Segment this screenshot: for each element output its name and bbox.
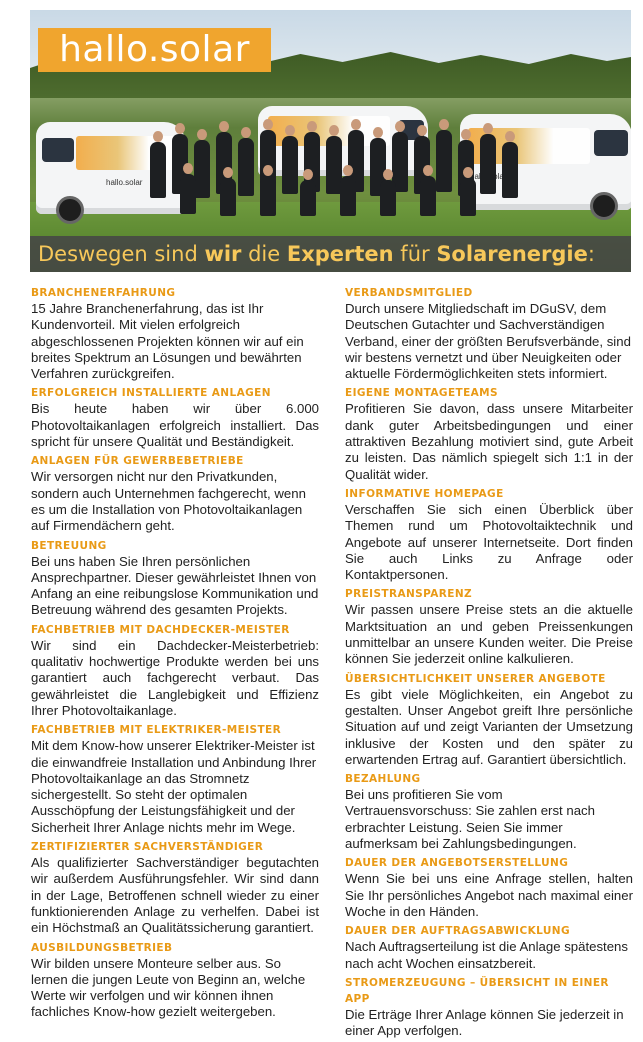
section-text: Durch unsere Mitgliedschaft im DGuSV, dem Deutschen Gutachter und Sachverständigen Verband, einer der größten Berufsverbände, sind wir bestens vernetzt und über Neuigkeiten oder aktuelle Fördermöglichkeiten stets informiert.	[345, 301, 631, 382]
section-title: ANLAGEN FÜR GEWERBEBETRIEBE	[31, 455, 244, 468]
section-sachverstaendiger	[31, 839, 319, 936]
section-title: PREISTRANSPARENZ	[345, 588, 473, 601]
section-title: DAUER DER AUFTRAGSABWICKLUNG	[345, 925, 570, 938]
section-title: BEZAHLUNG	[345, 773, 421, 786]
headline-emphasis: Solarenergie	[436, 242, 588, 266]
section-text: Profitieren Sie davon, dass unsere Mitarbeiter dank guter Arbeitsbedingungen und einer attraktiven Bezahlung motiviert sind, gute Arbeit zu leisten. Das nämlich spiegelt sich 1:1 in der Qualität wider.	[345, 401, 633, 482]
person	[436, 130, 452, 192]
section-title: FACHBETRIEB MIT ELEKTRIKER-MEISTER	[31, 724, 282, 737]
section-ausbildungsbetrieb	[31, 940, 319, 1021]
headline-emphasis: wir	[204, 242, 242, 266]
section-title: BRANCHENERFAHRUNG	[31, 287, 176, 299]
person	[238, 138, 254, 196]
section-text: Nach Auftragserteilung ist die Anlage spätestens nach acht Wochen einsatzbereit.	[345, 939, 628, 971]
left-column	[31, 285, 319, 1024]
person	[282, 136, 298, 194]
person	[460, 178, 476, 216]
hero-photo	[30, 10, 631, 272]
person	[380, 180, 396, 216]
van-wheel	[590, 192, 618, 220]
van-window	[594, 130, 628, 156]
section-title: DAUER DER ANGEBOTSERSTELLUNG	[345, 857, 569, 870]
person	[420, 176, 436, 216]
section-title: INFORMATIVE HOMEPAGE	[345, 487, 504, 500]
section-text: Wenn Sie bei uns eine Anfrage stellen, halten Sie Ihr persönliches Angebot nach maximal einer Woche in den Händen.	[345, 871, 633, 919]
section-bezahlung	[345, 771, 633, 852]
headline-part: für	[393, 242, 437, 266]
section-auftragsabwicklung	[345, 923, 633, 972]
section-text: Wir passen unsere Preise stets an die aktuelle Marktsituation an und geben Preissenkungen unmittelbar an unsere Kunden weiter. Die Preise können Sie jederzeit online kalkulieren.	[345, 602, 633, 667]
person	[480, 134, 496, 194]
section-text: Die Erträge Ihrer Anlage können Sie jederzeit in einer App verfolgen.	[345, 1006, 624, 1039]
headline-part: :	[587, 242, 595, 266]
section-title: BETREUUNG	[31, 539, 107, 552]
section-angebotserstellung	[345, 855, 633, 920]
section-text: Wir versorgen nicht nur den Privatkunden, sondern auch Unternehmen fachgerecht, wenn es um die Installation von Photovoltaikanlagen auf Firmendächern geht.	[31, 469, 306, 534]
headline-part: Deswegen sind	[38, 242, 205, 266]
section-uebersichtlichkeit	[345, 671, 633, 768]
section-text: Bis heute haben wir über 6.000 Photovoltaikanlagen erfolgreich installiert. Das spricht für unsere Qualität und Beständigkeit.	[31, 401, 319, 450]
section-text: Bei uns profitieren Sie vom Vertrauensvorschuss: Sie zahlen erst nach erbrachter Leistung. Seien Sie immer aufmerksam bei Zahlungsbedingungen.	[345, 787, 595, 852]
headline-banner	[30, 236, 631, 272]
section-text: Mit dem Know-how unserer Elektriker-Meister ist die einwandfreie Installation und Anbindung Ihrer Photovoltaikanlage an das Stromnetz sichergestellt. So steht der optimalen Ausschöpfung der Leistungsfähigkeit und der Sicherheit Ihrer Anlage nichts mehr im Wege.	[31, 738, 317, 835]
section-text: Es gibt viele Möglichkeiten, ein Angebot zu gestalten. Unser Angebot greift Ihre persönliche Situation auf und zeigt Varianten der Umsetzung inklusive der Kosten und den später zu erwartenden Ertrag auf. Garantiert übersichtlich.	[345, 686, 633, 767]
section-homepage	[345, 486, 633, 583]
section-text: Verschaffen Sie sich einen Überblick über Themen rund um Photovoltaiktechnik und Angebote auf unserer Internetseite. Dort finden Sie auch Links zu Anfrage oder Kontaktpersonen.	[345, 501, 633, 583]
section-text: 15 Jahre Branchenerfahrung, das ist Ihr Kundenvorteil. Mit vielen erfolgreich abgeschlossenen Projekten können wir auf ein breites Spektrum an Lösungen und bewährten Verfahren zurückgreifen.	[31, 301, 304, 382]
section-verbandsmitglied	[345, 285, 633, 382]
brand-logo: hallo.solar	[38, 28, 271, 72]
van-logo: hallo.solar	[106, 178, 143, 187]
person	[502, 142, 518, 198]
section-title: VERBANDSMITGLIED	[345, 287, 473, 299]
headline-part: die	[241, 242, 287, 266]
section-text: Bei uns haben Sie Ihren persönlichen Ansprechpartner. Dieser gewährleistet Ihnen von Anfang an eine reibungslose Kommunikation und Betreuung während des gesamten Projekts.	[31, 553, 319, 618]
section-text: Wir bilden unsere Monteure selber aus. So lernen die jungen Leute von Beginn an, welche Werte wir verfolgen und wir können ihnen fachliches Know-how gezielt weitergeben.	[31, 955, 306, 1020]
section-title: STROMERZEUGUNG – ÜBERSICHT IN EINER APP	[345, 976, 609, 1005]
section-preistransparenz	[345, 586, 633, 667]
van-wheel	[56, 196, 84, 224]
section-stromerzeugung-app	[345, 975, 633, 1040]
van-window	[42, 138, 74, 162]
section-dachdecker-meister	[31, 622, 319, 719]
person	[180, 174, 196, 214]
person	[150, 142, 166, 198]
person	[260, 176, 276, 216]
section-text: Wir sind ein Dachdecker-Meisterbetrieb: qualitativ hochwertige Produkte werden bei uns garantiert auch fachgerecht verbaut. Das gewährleistet die Langlebigkeit und Effizienz Ihrer Photovoltaikanlage.	[31, 637, 319, 718]
section-title: AUSBILDUNGSBETRIEB	[31, 941, 173, 954]
person	[300, 180, 316, 216]
section-gewerbebetriebe	[31, 453, 319, 534]
section-installierte-anlagen	[31, 385, 319, 450]
section-text: Als qualifizierter Sachverständiger begutachten wir außerdem Ausführungsfehler. Wir sind dann in der Lage, Betroffenen schnell wieder zu einer funktionierenden Anlage zu verhelfen. Dabei ist ein Höchstmaß an Qualitätssicherung garantiert.	[31, 855, 319, 936]
section-title: ERFOLGREICH INSTALLIERTE ANLAGEN	[31, 387, 271, 400]
person	[194, 140, 210, 198]
section-title: FACHBETRIEB MIT DACHDECKER-MEISTER	[31, 623, 290, 636]
section-title: ZERTIFIZIERTER SACHVERSTÄNDIGER	[31, 841, 264, 854]
team-group	[150, 130, 530, 230]
section-montageteams	[345, 385, 633, 482]
section-betreuung	[31, 538, 319, 619]
section-title: ÜBERSICHTLICHKEIT UNSERER ANGEBOTE	[345, 672, 606, 685]
section-elektriker-meister	[31, 722, 319, 836]
person	[340, 176, 356, 216]
right-column	[345, 285, 633, 1042]
section-title: EIGENE MONTAGETEAMS	[345, 387, 498, 400]
section-branchenerfahrung	[31, 285, 319, 382]
headline-emphasis: Experten	[286, 242, 394, 266]
person	[220, 178, 236, 216]
